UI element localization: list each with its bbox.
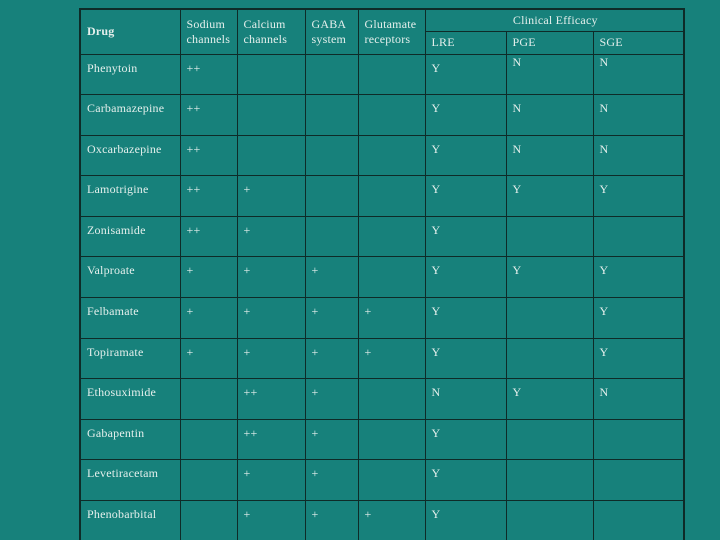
value-cell (358, 419, 425, 460)
value-cell: Y (425, 135, 506, 176)
drug-name-cell: Topiramate (80, 338, 180, 379)
value-cell (358, 135, 425, 176)
value-cell: Y (425, 95, 506, 136)
value-cell: Y (593, 338, 684, 379)
value-cell: Y (425, 298, 506, 339)
table-row (80, 501, 684, 540)
value-cell (305, 54, 358, 95)
table-row (80, 176, 684, 217)
value-cell: + (237, 257, 305, 298)
value-cell: + (305, 257, 358, 298)
value-cell (305, 176, 358, 217)
value-cell (506, 460, 593, 501)
column-header-sge: SGE (593, 31, 684, 54)
value-cell: Y (425, 501, 506, 540)
value-cell: + (358, 338, 425, 379)
value-cell (593, 501, 684, 540)
value-cell: + (180, 298, 237, 339)
value-cell: ++ (180, 135, 237, 176)
value-cell (358, 95, 425, 136)
table-header (80, 9, 684, 54)
value-cell (506, 338, 593, 379)
value-cell (506, 298, 593, 339)
value-cell (305, 216, 358, 257)
value-cell (180, 419, 237, 460)
value-cell (180, 379, 237, 420)
value-cell: Y (425, 216, 506, 257)
column-header-pge: PGE (506, 31, 593, 54)
value-cell: + (305, 419, 358, 460)
value-cell: + (237, 216, 305, 257)
drug-name-cell: Zonisamide (80, 216, 180, 257)
value-cell: Y (425, 419, 506, 460)
value-cell: + (180, 338, 237, 379)
value-cell: Y (425, 257, 506, 298)
value-cell: + (305, 379, 358, 420)
value-cell (237, 95, 305, 136)
value-cell: Y (506, 176, 593, 217)
value-cell (358, 216, 425, 257)
value-cell: + (180, 257, 237, 298)
table-row (80, 216, 684, 257)
value-cell: + (237, 460, 305, 501)
column-header-gaba-system: GABA system (305, 9, 358, 54)
drug-name-cell: Carbamazepine (80, 95, 180, 136)
value-cell: Y (593, 176, 684, 217)
value-cell: + (237, 338, 305, 379)
value-cell (506, 501, 593, 540)
column-header-calcium-channels: Calcium channels (237, 9, 305, 54)
drug-name-cell: Valproate (80, 257, 180, 298)
value-cell (358, 257, 425, 298)
value-cell: + (305, 298, 358, 339)
value-cell: Y (425, 54, 506, 95)
value-cell: + (358, 298, 425, 339)
table-row (80, 298, 684, 339)
table-row (80, 379, 684, 420)
value-cell: + (358, 501, 425, 540)
value-cell: + (305, 338, 358, 379)
table-row (80, 95, 684, 136)
value-cell (593, 460, 684, 501)
value-cell (237, 135, 305, 176)
value-cell (237, 54, 305, 95)
value-cell: + (237, 501, 305, 540)
value-cell (506, 216, 593, 257)
value-cell: ++ (237, 379, 305, 420)
value-cell: ++ (180, 95, 237, 136)
column-header-sodium-channels: Sodium channels (180, 9, 237, 54)
value-cell: Y (425, 460, 506, 501)
value-cell: N (506, 95, 593, 136)
value-cell: N (593, 54, 684, 95)
value-cell: + (305, 460, 358, 501)
value-cell: ++ (180, 54, 237, 95)
value-cell (593, 216, 684, 257)
drug-name-cell: Gabapentin (80, 419, 180, 460)
table-row (80, 419, 684, 460)
value-cell (180, 501, 237, 540)
value-cell: + (305, 501, 358, 540)
drug-name-cell: Lamotrigine (80, 176, 180, 217)
value-cell: ++ (180, 216, 237, 257)
value-cell (358, 54, 425, 95)
column-header-lre: LRE (425, 31, 506, 54)
drug-name-cell: Phenobarbital (80, 501, 180, 540)
column-header-glutamate-receptors: Glutamate receptors (358, 9, 425, 54)
drug-name-cell: Felbamate (80, 298, 180, 339)
value-cell: Y (506, 257, 593, 298)
value-cell: N (506, 135, 593, 176)
value-cell: Y (593, 298, 684, 339)
drug-name-cell: Levetiracetam (80, 460, 180, 501)
table-row (80, 338, 684, 379)
table-row (80, 460, 684, 501)
value-cell: + (237, 176, 305, 217)
value-cell (305, 95, 358, 136)
value-cell: N (593, 95, 684, 136)
drug-name-cell: Ethosuximide (80, 379, 180, 420)
value-cell: Y (593, 257, 684, 298)
table-row (80, 257, 684, 298)
table-body (80, 54, 684, 540)
value-cell (358, 460, 425, 501)
column-group-clinical-efficacy: Clinical Efficacy (425, 9, 684, 31)
value-cell (180, 460, 237, 501)
value-cell: N (425, 379, 506, 420)
value-cell (305, 135, 358, 176)
table-row (80, 135, 684, 176)
value-cell: N (506, 54, 593, 95)
value-cell (593, 419, 684, 460)
value-cell: N (593, 135, 684, 176)
drug-name-cell: Oxcarbazepine (80, 135, 180, 176)
value-cell (358, 176, 425, 217)
drug-efficacy-table (79, 8, 685, 540)
value-cell (506, 419, 593, 460)
column-header-drug: Drug (80, 9, 180, 54)
value-cell: N (593, 379, 684, 420)
header-group-row (80, 9, 684, 31)
table-row (80, 54, 684, 95)
value-cell: + (237, 298, 305, 339)
value-cell: ++ (180, 176, 237, 217)
drug-name-cell: Phenytoin (80, 54, 180, 95)
value-cell: ++ (237, 419, 305, 460)
value-cell: Y (425, 176, 506, 217)
value-cell: Y (425, 338, 506, 379)
value-cell (358, 379, 425, 420)
value-cell: Y (506, 379, 593, 420)
